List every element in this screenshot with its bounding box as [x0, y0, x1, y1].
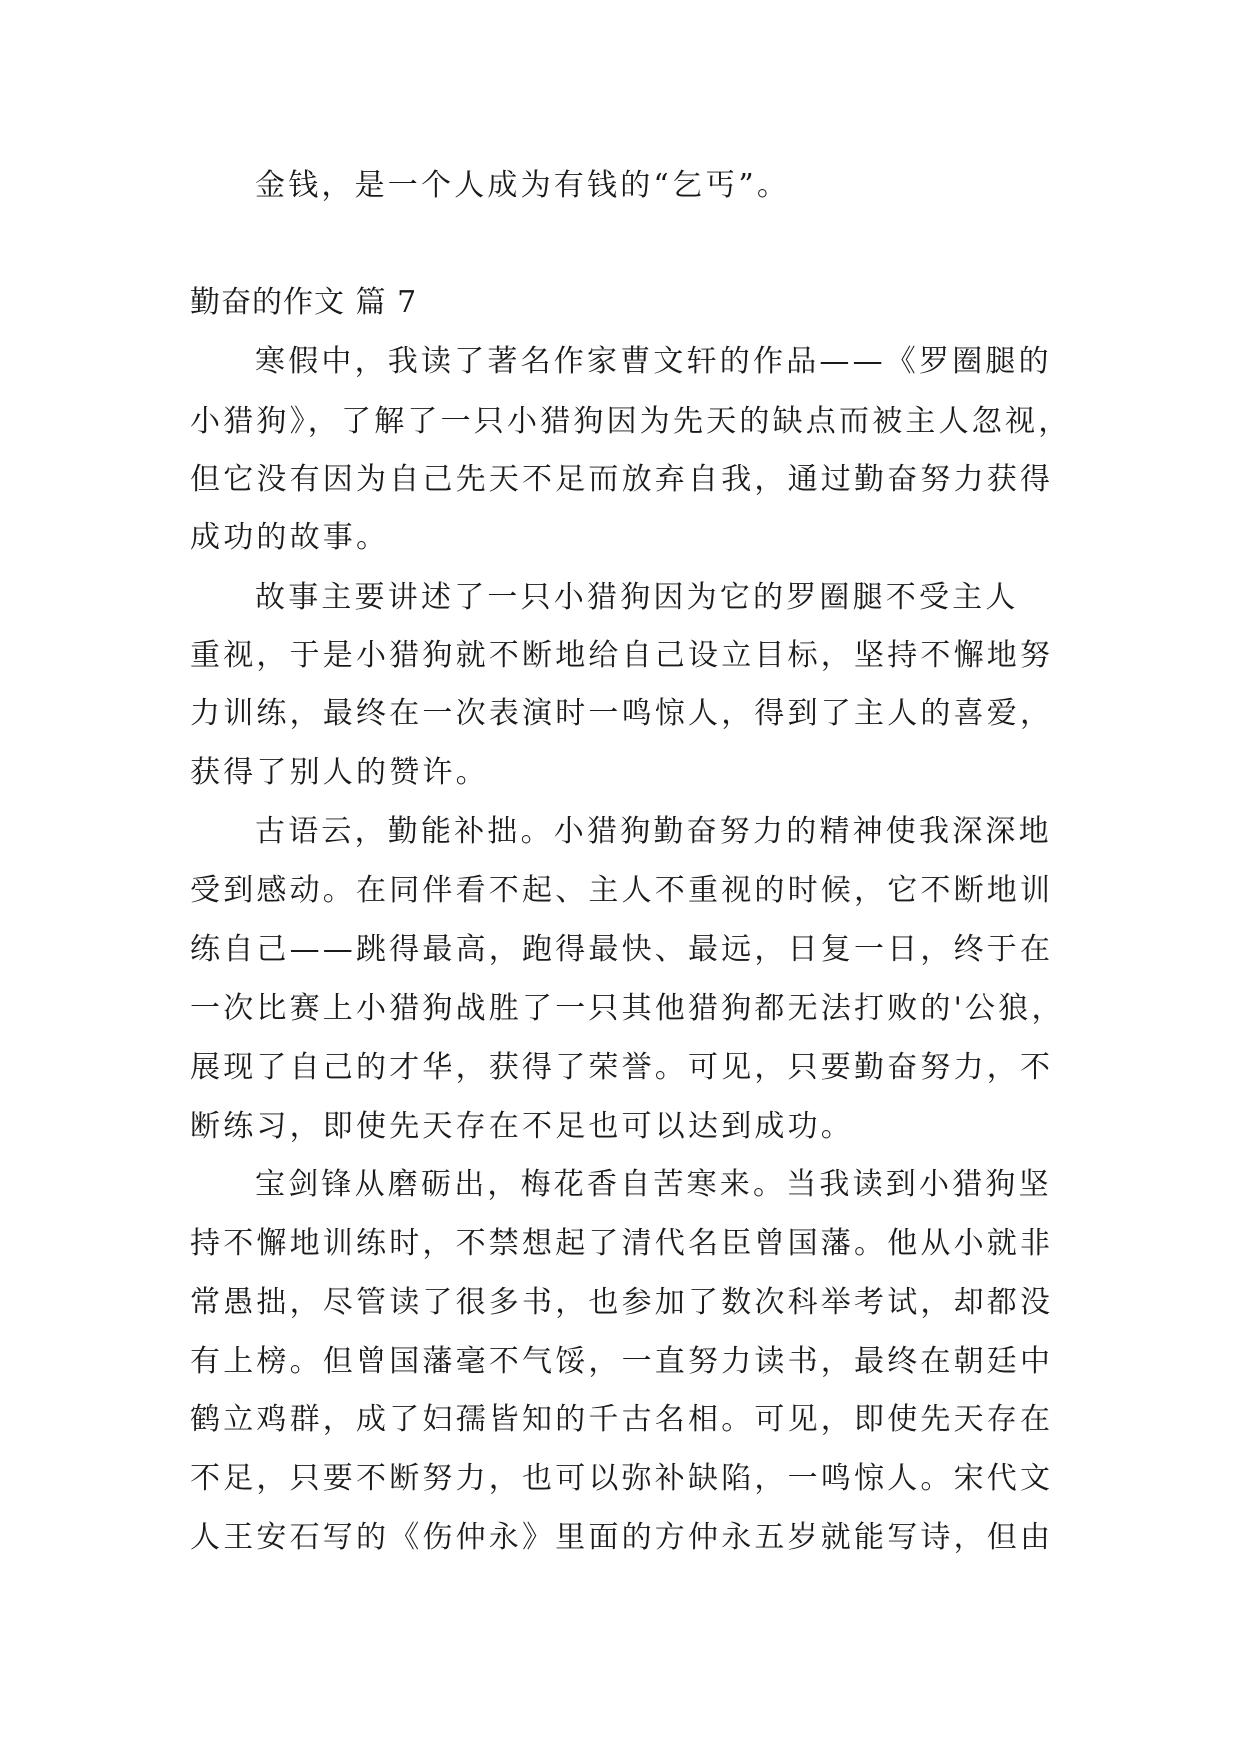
paragraph-line: 小猎狗》，了解了一只小猎狗因为先天的缺点而被主人忽视，: [190, 404, 1072, 439]
paragraph-line: 力训练，最终在一次表演时一鸣惊人，得到了主人的喜爱，: [190, 696, 1054, 731]
paragraph-line: 受到感动。在同伴看不起、主人不重视的时候，它不断地训: [190, 873, 1054, 908]
paragraph-line: 重视，于是小猎狗就不断地给自己设立目标，坚持不懈地努: [190, 638, 1054, 673]
paragraph-line: 一次比赛上小猎狗战胜了一只其他猎狗都无法打败的'公狼，: [190, 991, 1065, 1026]
paragraph-line: 断练习，即使先天存在不足也可以达到成功。: [190, 1109, 854, 1144]
paragraph-line: 宝剑锋从磨砺出，梅花香自苦寒来。当我读到小猎狗坚: [255, 1167, 1052, 1202]
paragraph-line: 故事主要讲述了一只小猎狗因为它的罗圈腿不受主人: [255, 580, 1019, 615]
paragraph-line: 寒假中，我读了著名作家曹文轩的作品——《罗圈腿的: [255, 344, 1052, 379]
paragraph-line: 练自己——跳得最高，跑得最快、最远，日复一日，终于在: [190, 932, 1054, 967]
intro-line: 金钱，是一个人成为有钱的“乞丐”。: [255, 168, 791, 203]
paragraph-line: 常愚拙，尽管读了很多书，也参加了数次科举考试，却都没: [190, 1285, 1054, 1320]
paragraph-line: 有上榜。但曾国藩毫不气馁，一直努力读书，最终在朝廷中: [190, 1344, 1054, 1379]
paragraph-line: 鹤立鸡群，成了妇孺皆知的千古名相。可见，即使先天存在: [190, 1402, 1054, 1437]
paragraph-line: 成功的故事。: [190, 520, 390, 555]
paragraph-line: 展现了自己的才华，获得了荣誉。可见，只要勤奋努力，不: [190, 1050, 1054, 1085]
section-heading: 勤奋的作文 篇 7: [190, 285, 418, 320]
paragraph-line: 古语云，勤能补拙。小猎狗勤奋努力的精神使我深深地: [255, 814, 1052, 849]
paragraph-line: 持不懈地训练时，不禁想起了清代名臣曾国藩。他从小就非: [190, 1226, 1054, 1261]
paragraph-line: 获得了别人的赞许。: [190, 755, 489, 790]
paragraph-line: 但它没有因为自己先天不足而放弃自我，通过勤奋努力获得: [190, 462, 1054, 497]
paragraph-line: 不足，只要不断努力，也可以弥补缺陷，一鸣惊人。宋代文: [190, 1461, 1054, 1496]
paragraph-line: 人王安石写的《伤仲永》里面的方仲永五岁就能写诗，但由: [190, 1520, 1054, 1555]
